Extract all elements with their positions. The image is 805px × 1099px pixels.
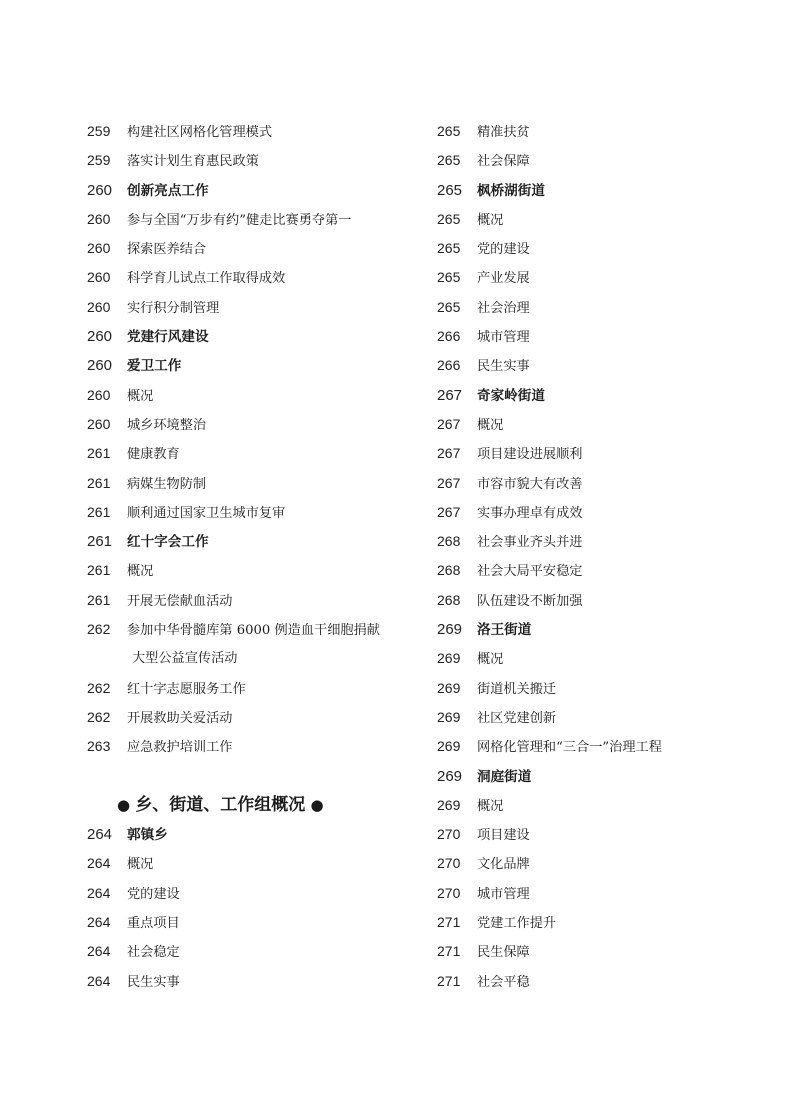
page-number: 265 [437, 269, 461, 286]
page-number: 269 [437, 679, 461, 696]
toc-entry [87, 439, 417, 468]
entry-title: 街道机关搬迁 [477, 681, 557, 697]
toc-entry [87, 293, 417, 322]
page-number: 260 [87, 240, 111, 257]
toc-entry [437, 351, 767, 380]
page-number: 269 [437, 621, 463, 639]
entry-title: 开展无偿献血活动 [127, 593, 233, 609]
entry-title: 概况 [477, 417, 504, 433]
entry-title: 红十字会工作 [127, 534, 209, 551]
entry-title: 社会事业齐头并进 [477, 535, 583, 551]
entry-title: 党的建设 [477, 242, 530, 258]
page-number: 264 [87, 884, 111, 901]
page-number: 265 [437, 152, 461, 169]
page-number: 271 [437, 943, 461, 960]
bullet-dot-icon: ● [305, 795, 324, 814]
page-number: 262 [87, 621, 111, 638]
page-number: 265 [437, 210, 461, 227]
toc-entry [87, 381, 417, 410]
page-number: 261 [87, 562, 111, 579]
toc-entry [437, 967, 767, 996]
page-number: 259 [87, 123, 111, 139]
toc-entry [437, 498, 767, 527]
toc-entry [437, 820, 767, 849]
page-number: 261 [87, 474, 111, 491]
toc-entry [437, 732, 767, 761]
entry-title: 概况 [477, 798, 504, 814]
entry-title: 社会稳定 [127, 945, 180, 961]
entry-title: 枫桥湖街道 [477, 182, 545, 199]
page-number: 266 [437, 328, 461, 345]
toc-entry [87, 205, 417, 234]
entry-title: 参与全国“万步有约”健走比赛勇夺第一 [127, 212, 352, 228]
page-number: 261 [87, 533, 113, 551]
entry-title: 开展救助关爱活动 [127, 710, 233, 726]
entry-title: 顺利通过国家卫生城市复审 [127, 505, 286, 521]
toc-entry [87, 674, 417, 703]
entry-title: 网格化管理和“三合一”治理工程 [477, 740, 662, 756]
page-number: 264 [87, 855, 111, 872]
toc-entry [437, 410, 767, 439]
entry-title: 队伍建设不断加强 [477, 593, 583, 609]
toc-entry [437, 263, 767, 292]
page-number: 260 [87, 415, 111, 432]
entry-title: 概况 [477, 212, 504, 228]
entry-title: 病媒生物防制 [127, 476, 207, 492]
page-number: 260 [87, 386, 111, 403]
page-number: 268 [437, 533, 461, 550]
entry-title: 概况 [127, 857, 154, 873]
page-number: 269 [437, 796, 461, 813]
toc-right-column [437, 117, 767, 996]
entry-title: 探索医养结合 [127, 242, 207, 258]
entry-title: 参加中华骨髓库第 6000 例造血干细胞捐献 [127, 623, 380, 639]
toc-entry [437, 439, 767, 468]
toc-section-entry [437, 176, 767, 205]
toc-section-entry [437, 615, 767, 644]
toc-entry [437, 205, 767, 234]
page-number: 269 [437, 650, 461, 667]
toc-entry [437, 674, 767, 703]
toc-entry [437, 791, 767, 820]
toc-section-entry [437, 762, 767, 791]
entry-title: 民生保障 [477, 945, 530, 961]
toc-entry [87, 586, 417, 615]
toc-entry [437, 469, 767, 498]
page-number: 263 [87, 738, 111, 755]
toc-entry [87, 410, 417, 439]
page-number: 260 [87, 181, 113, 199]
spacer [87, 762, 417, 791]
entry-title: 项目建设进展顺利 [477, 447, 583, 463]
page-number: 265 [437, 181, 463, 199]
toc-entry [87, 644, 417, 673]
entry-title: 概况 [477, 652, 504, 668]
page-number: 260 [87, 357, 113, 375]
toc-entry [87, 849, 417, 878]
entry-title: 构建社区网格化管理模式 [127, 125, 273, 140]
page-number: 269 [437, 767, 463, 785]
toc-entry [87, 263, 417, 292]
toc-section-entry [87, 351, 417, 380]
entry-title: 民生实事 [127, 974, 180, 990]
toc-entry [87, 908, 417, 937]
entry-title: 党建行风建设 [127, 329, 209, 346]
page-number: 260 [87, 298, 111, 315]
entry-title: 社会保障 [477, 154, 530, 170]
entry-title: 科学育儿试点工作取得成效 [127, 271, 286, 287]
entry-title: 社区党建创新 [477, 710, 557, 726]
bullet-dot-icon: ● [117, 795, 136, 814]
page-number: 265 [437, 240, 461, 257]
entry-title: 产业发展 [477, 271, 530, 287]
toc-entry [87, 117, 417, 146]
section-heading-text: 乡、街道、工作组概况 [135, 794, 306, 815]
toc-section-entry [87, 820, 417, 849]
toc-entry [437, 146, 767, 175]
toc-entry [437, 703, 767, 732]
page-number: 265 [437, 123, 461, 139]
entry-title: 健康教育 [127, 447, 180, 463]
toc-entry [87, 937, 417, 966]
entry-title: 实事办理卓有成效 [477, 505, 583, 521]
page-number: 267 [437, 474, 461, 491]
toc-entry [87, 703, 417, 732]
toc-entry [437, 879, 767, 908]
entry-title: 大型公益宣传活动 [132, 651, 238, 667]
toc-entry [437, 644, 767, 673]
toc-section-entry [87, 322, 417, 351]
entry-title: 城市管理 [477, 330, 530, 346]
entry-title: 城市管理 [477, 886, 530, 902]
entry-title: 党建工作提升 [477, 916, 557, 932]
entry-title: 概况 [127, 388, 154, 404]
toc-entry [437, 586, 767, 615]
toc-entry [87, 879, 417, 908]
page-number: 266 [437, 357, 461, 374]
toc-entry [87, 967, 417, 996]
page-number: 269 [437, 738, 461, 755]
entry-title: 应急救护培训工作 [127, 740, 233, 756]
entry-title: 民生实事 [477, 359, 530, 375]
entry-title: 社会平稳 [477, 974, 530, 990]
page-number: 267 [437, 445, 461, 462]
toc-entry [437, 908, 767, 937]
page-number: 260 [87, 210, 111, 227]
toc-section-entry [437, 381, 767, 410]
toc-entry [437, 556, 767, 585]
toc-entry [437, 234, 767, 263]
entry-title: 红十字志愿服务工作 [127, 681, 246, 697]
toc-entry [437, 937, 767, 966]
page-number: 268 [437, 591, 461, 608]
page-number: 268 [437, 562, 461, 579]
page-number: 270 [437, 826, 461, 843]
toc-entry [87, 615, 417, 644]
page-number: 270 [437, 855, 461, 872]
entry-title: 重点项目 [127, 916, 180, 932]
page-number: 267 [437, 503, 461, 520]
page-number: 267 [437, 386, 463, 404]
page-number: 269 [437, 708, 461, 725]
toc-entry [437, 322, 767, 351]
page-number: 262 [87, 679, 111, 696]
section-heading [87, 791, 417, 820]
page-number: 264 [87, 914, 111, 931]
entry-title: 洛王街道 [477, 622, 532, 639]
toc-entry [87, 498, 417, 527]
page-number: 261 [87, 503, 111, 520]
entry-title: 落实计划生育惠民政策 [127, 154, 259, 170]
entry-title: 创新亮点工作 [127, 182, 209, 199]
page-number: 262 [87, 708, 111, 725]
page-number: 261 [87, 445, 111, 462]
entry-title: 城乡环境整治 [127, 417, 207, 433]
entry-title: 洞庭街道 [477, 768, 532, 785]
toc-entry [87, 146, 417, 175]
page-number: 265 [437, 298, 461, 315]
entry-title: 市容市貌大有改善 [477, 476, 583, 492]
page-number: 260 [87, 328, 113, 346]
toc-section-entry [87, 527, 417, 556]
toc-section-entry [87, 176, 417, 205]
toc-entry [437, 849, 767, 878]
toc-entry [87, 732, 417, 761]
toc-entry [87, 556, 417, 585]
entry-title: 党的建设 [127, 886, 180, 902]
page-number: 261 [87, 591, 111, 608]
page-number: 260 [87, 269, 111, 286]
toc-left-column [87, 117, 417, 996]
entry-title: 实行积分制管理 [127, 300, 220, 316]
toc-entry [437, 117, 767, 146]
entry-title: 精准扶贫 [477, 125, 530, 140]
page-number: 264 [87, 972, 111, 989]
entry-title: 文化品牌 [477, 857, 530, 873]
entry-title: 社会大局平安稳定 [477, 564, 583, 580]
toc-entry [437, 527, 767, 556]
entry-title: 社会治理 [477, 300, 530, 316]
entry-title: 概况 [127, 564, 154, 580]
page-number: 271 [437, 972, 461, 989]
page-number: 271 [437, 914, 461, 931]
toc-entry [87, 234, 417, 263]
page-number: 267 [437, 415, 461, 432]
entry-title: 项目建设 [477, 828, 530, 844]
page-number: 270 [437, 884, 461, 901]
page-number: 264 [87, 826, 113, 844]
entry-title: 郭镇乡 [127, 827, 168, 844]
page-number: 259 [87, 152, 111, 169]
page-number: 264 [87, 943, 111, 960]
entry-title: 奇家岭街道 [477, 387, 545, 404]
entry-title: 爱卫工作 [127, 358, 182, 375]
toc-entry [437, 293, 767, 322]
toc-entry [87, 469, 417, 498]
